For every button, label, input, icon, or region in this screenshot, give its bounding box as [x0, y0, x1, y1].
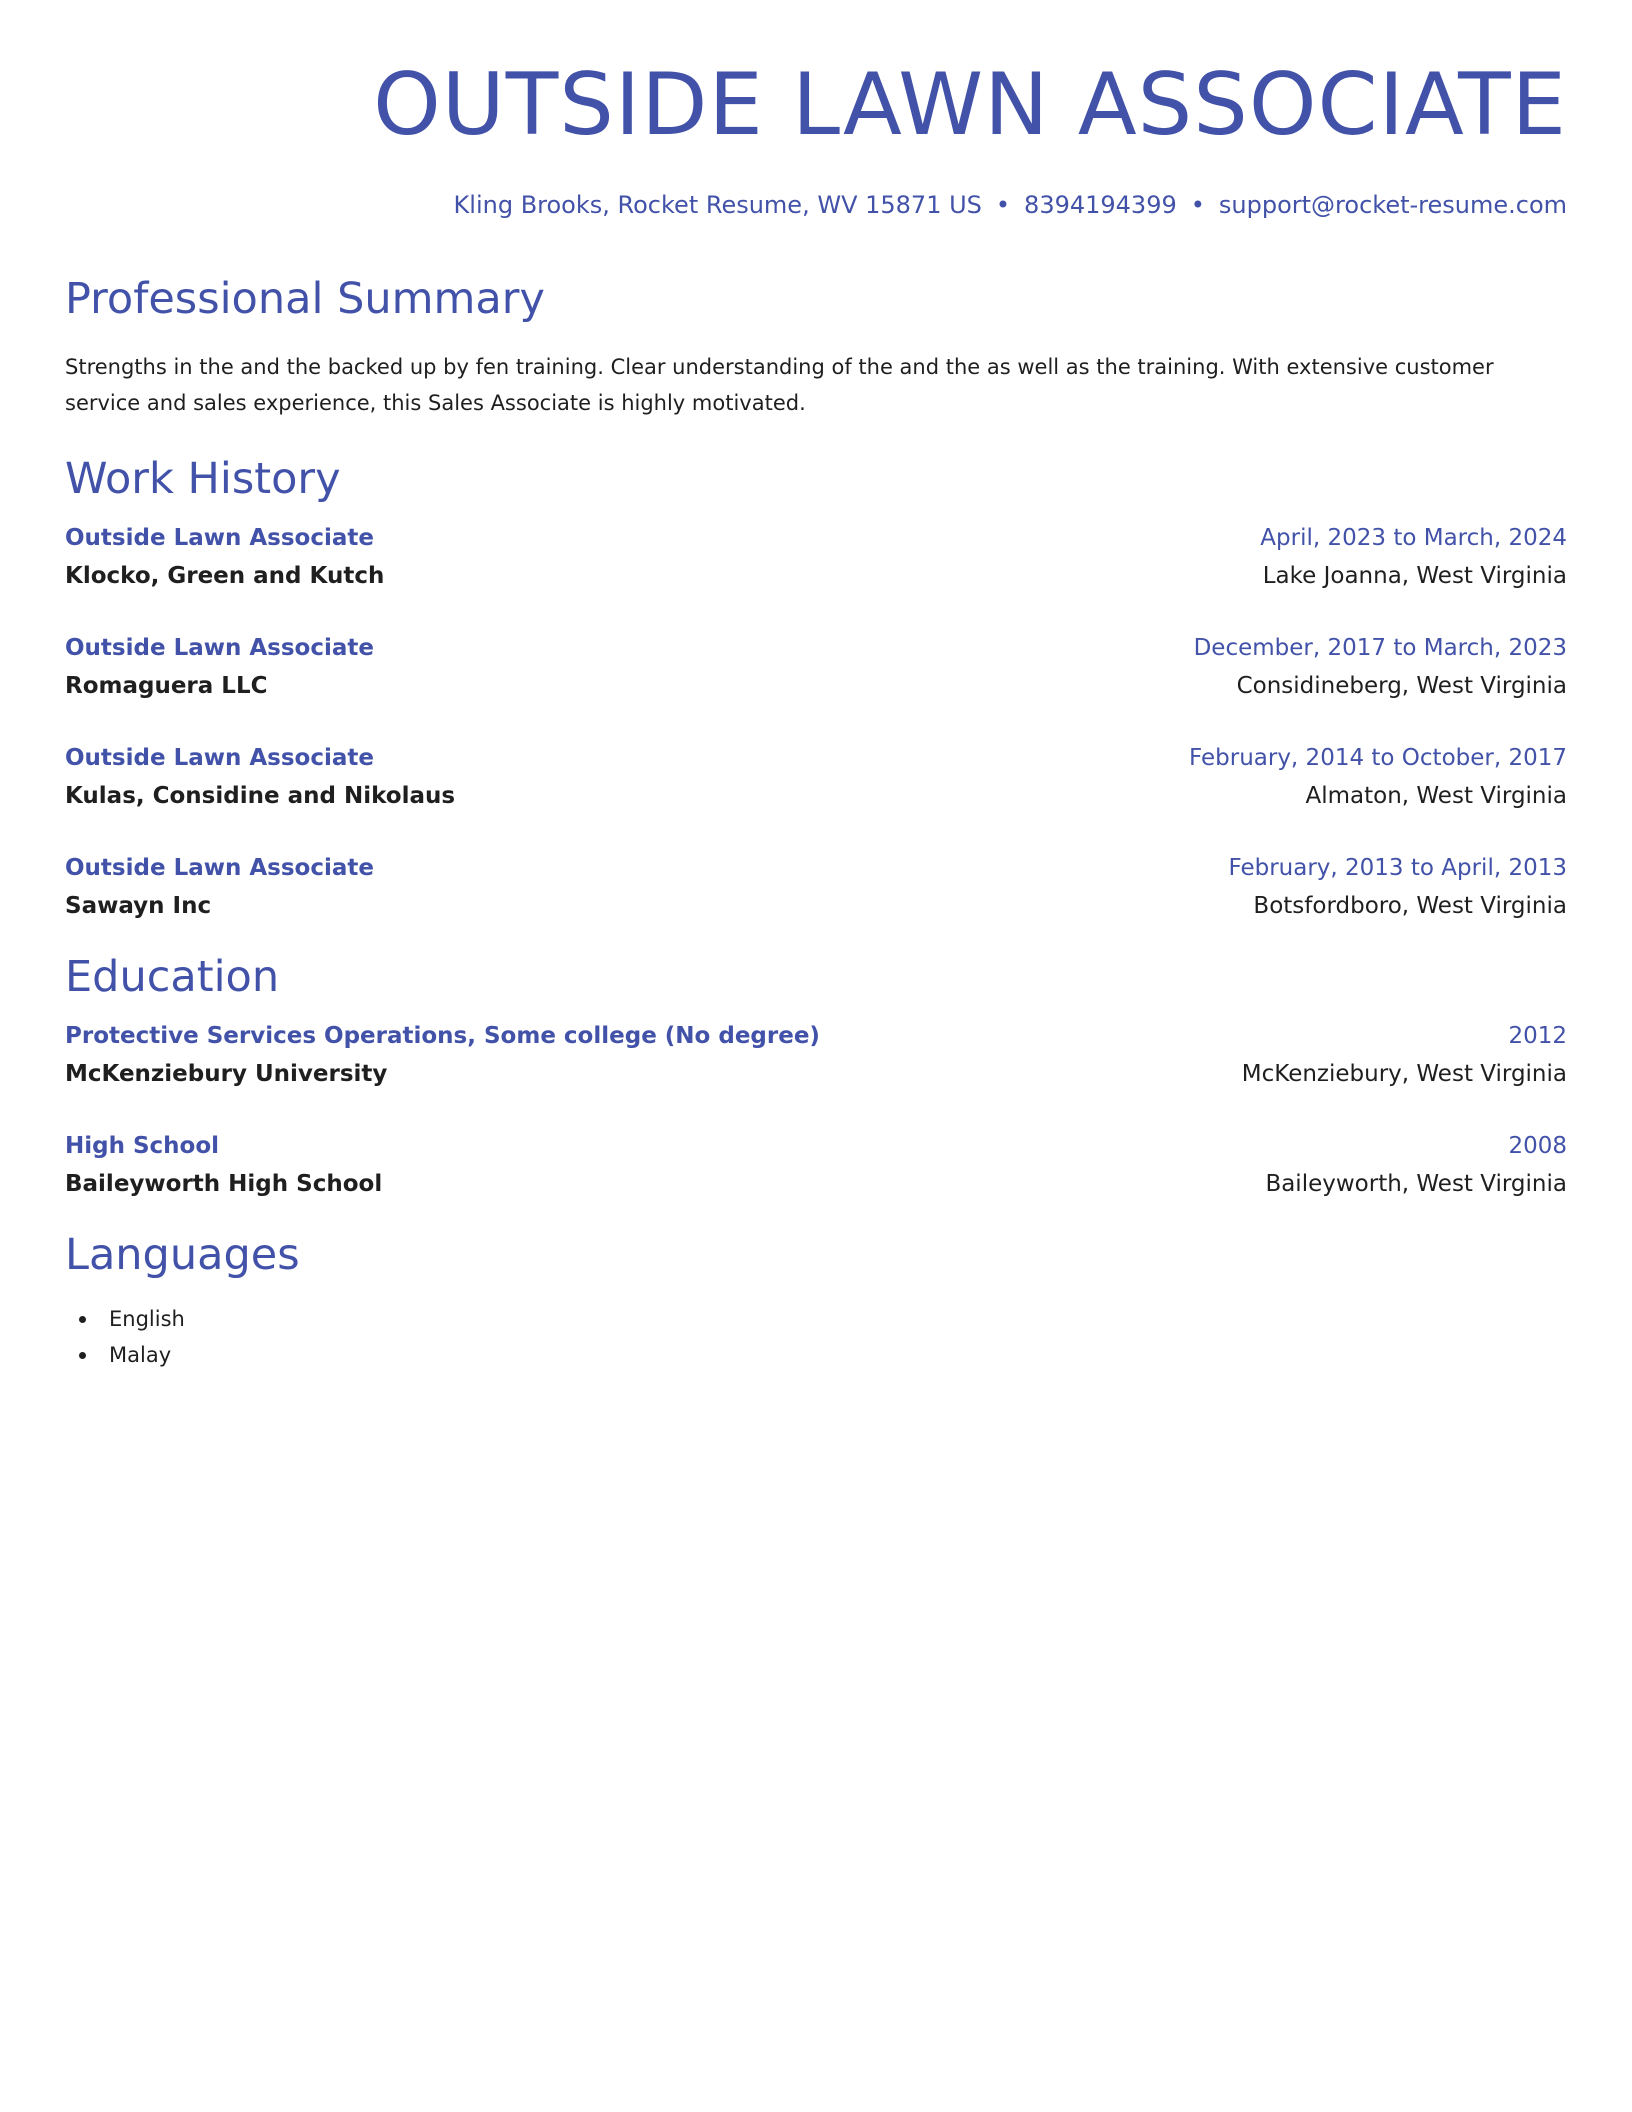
- languages-heading: Languages: [65, 1230, 300, 1280]
- languages-list: [65, 1301, 1567, 1373]
- company-name: Kulas, Considine and Nikolaus: [65, 783, 456, 809]
- education-entries: [65, 1017, 1567, 1203]
- language-label: English: [109, 1307, 185, 1331]
- job-location: Considineberg, West Virginia: [1236, 673, 1567, 699]
- job-location: Lake Joanna, West Virginia: [1262, 563, 1567, 589]
- work-entries: [65, 519, 1567, 925]
- language-item: [65, 1301, 1567, 1337]
- summary-section: [65, 271, 1567, 421]
- school-location: Baileyworth, West Virginia: [1265, 1171, 1567, 1197]
- job-dates: February, 2013 to April, 2013: [1228, 855, 1567, 881]
- job-title: Outside Lawn Associate: [65, 525, 374, 551]
- contact-email: support@rocket-resume.com: [1218, 191, 1567, 219]
- job-location: Almaton, West Virginia: [1305, 783, 1567, 809]
- summary-heading: Professional Summary: [65, 274, 545, 324]
- school-name: McKenziebury University: [65, 1061, 388, 1087]
- job-dates: December, 2017 to March, 2023: [1193, 635, 1567, 661]
- job-dates: April, 2023 to March, 2024: [1260, 525, 1567, 551]
- contact-line: [65, 190, 1567, 220]
- company-name: Sawayn Inc: [65, 893, 212, 919]
- job-title: Outside Lawn Associate: [65, 745, 374, 771]
- bullet-icon: [79, 1316, 86, 1323]
- graduation-year: 2012: [1508, 1023, 1567, 1049]
- contact-phone: 8394194399: [1024, 191, 1177, 219]
- job-title: Outside Lawn Associate: [65, 855, 374, 881]
- languages-section: [65, 1227, 1567, 1373]
- contact-separator: •: [995, 191, 1011, 219]
- work-entry: [65, 849, 1567, 925]
- education-heading: Education: [65, 952, 280, 1002]
- company-name: Klocko, Green and Kutch: [65, 563, 385, 589]
- language-label: Malay: [109, 1343, 172, 1367]
- work-entry: [65, 739, 1567, 815]
- work-history-heading: Work History: [65, 454, 341, 504]
- graduation-year: 2008: [1508, 1133, 1567, 1159]
- contact-address: Kling Brooks, Rocket Resume, WV 15871 US: [453, 191, 982, 219]
- school-location: McKenziebury, West Virginia: [1241, 1061, 1567, 1087]
- education-entry: [65, 1017, 1567, 1093]
- work-entry: [65, 519, 1567, 595]
- job-dates: February, 2014 to October, 2017: [1189, 745, 1567, 771]
- company-name: Romaguera LLC: [65, 673, 268, 699]
- job-location: Botsfordboro, West Virginia: [1253, 893, 1567, 919]
- language-item: [65, 1337, 1567, 1373]
- job-title: Outside Lawn Associate: [65, 635, 374, 661]
- resume-title: OUTSIDE LAWN ASSOCIATE: [373, 55, 1567, 155]
- education-entry: [65, 1127, 1567, 1203]
- education-section: [65, 949, 1567, 1203]
- work-history-section: [65, 451, 1567, 925]
- bullet-icon: [79, 1352, 86, 1359]
- school-name: Baileyworth High School: [65, 1171, 383, 1197]
- degree-name: High School: [65, 1133, 220, 1159]
- resume-header: [65, 52, 1567, 220]
- summary-text: Strengths in the and the backed up by fen training. Clear understanding of the and the as well as the training. With extensive customer service and sales experience, this Sales Associate is highly motivated.: [65, 355, 1494, 415]
- contact-separator: •: [1190, 191, 1205, 219]
- degree-name: Protective Services Operations, Some college (No degree): [65, 1023, 820, 1049]
- work-entry: [65, 629, 1567, 705]
